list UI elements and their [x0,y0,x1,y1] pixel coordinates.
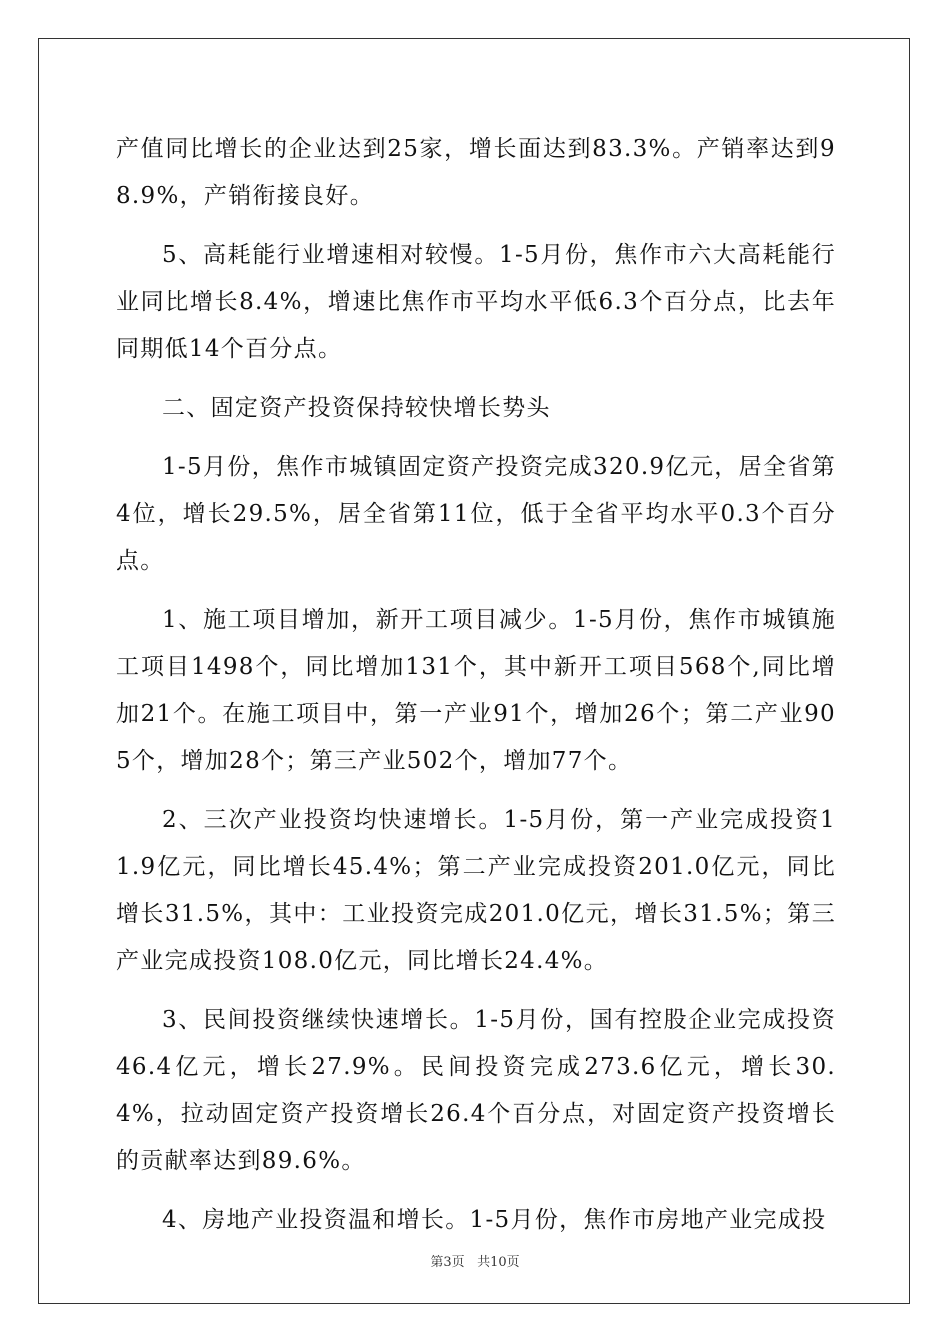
paragraph-1: 产值同比增长的企业达到25家，增长面达到83.3%。产销率达到98.9%，产销衔接良好。 [116,136,836,209]
paragraph-7: 3、民间投资继续快速增长。1-5月份，国有控股企业完成投资46.4亿元，增长27.9%。民间投资完成273.6亿元，增长30.4%，拉动固定资产投资增长26.4个百分点，对固定资产投资增长的贡献率达到89.6%。 [116,1007,836,1174]
page-number: 第3页 [430,1255,465,1270]
page-total: 共10页 [477,1255,520,1270]
page-footer [0,1251,950,1270]
document-body [116,126,836,1244]
paragraph-4: 1-5月份，焦作市城镇固定资产投资完成320.9亿元，居全省第4位，增长29.5%，居全省第11位，低于全省平均水平0.3个百分点。 [116,454,836,574]
section-heading: 二、固定资产投资保持较快增长势头 [162,395,551,421]
paragraph-5: 1、施工项目增加，新开工项目减少。1-5月份，焦作市城镇施工项目1498个，同比增加131个，其中新开工项目568个,同比增加21个。在施工项目中，第一产业91个，增加26个；第二产业905个，增加28个；第三产业502个，增加77个。 [116,607,836,774]
paragraph-2: 5、高耗能行业增速相对较慢。1-5月份，焦作市六大高耗能行业同比增长8.4%，增速比焦作市平均水平低6.3个百分点，比去年同期低14个百分点。 [116,242,836,362]
paragraph-8: 4、房地产业投资温和增长。1-5月份，焦作市房地产业完成投 [162,1207,827,1233]
paragraph-6: 2、三次产业投资均快速增长。1-5月份，第一产业完成投资11.9亿元，同比增长45.4%；第二产业完成投资201.0亿元，同比增长31.5%，其中：工业投资完成201.0亿元，增长31.5%；第三产业完成投资108.0亿元，同比增长24.4%。 [116,807,836,974]
